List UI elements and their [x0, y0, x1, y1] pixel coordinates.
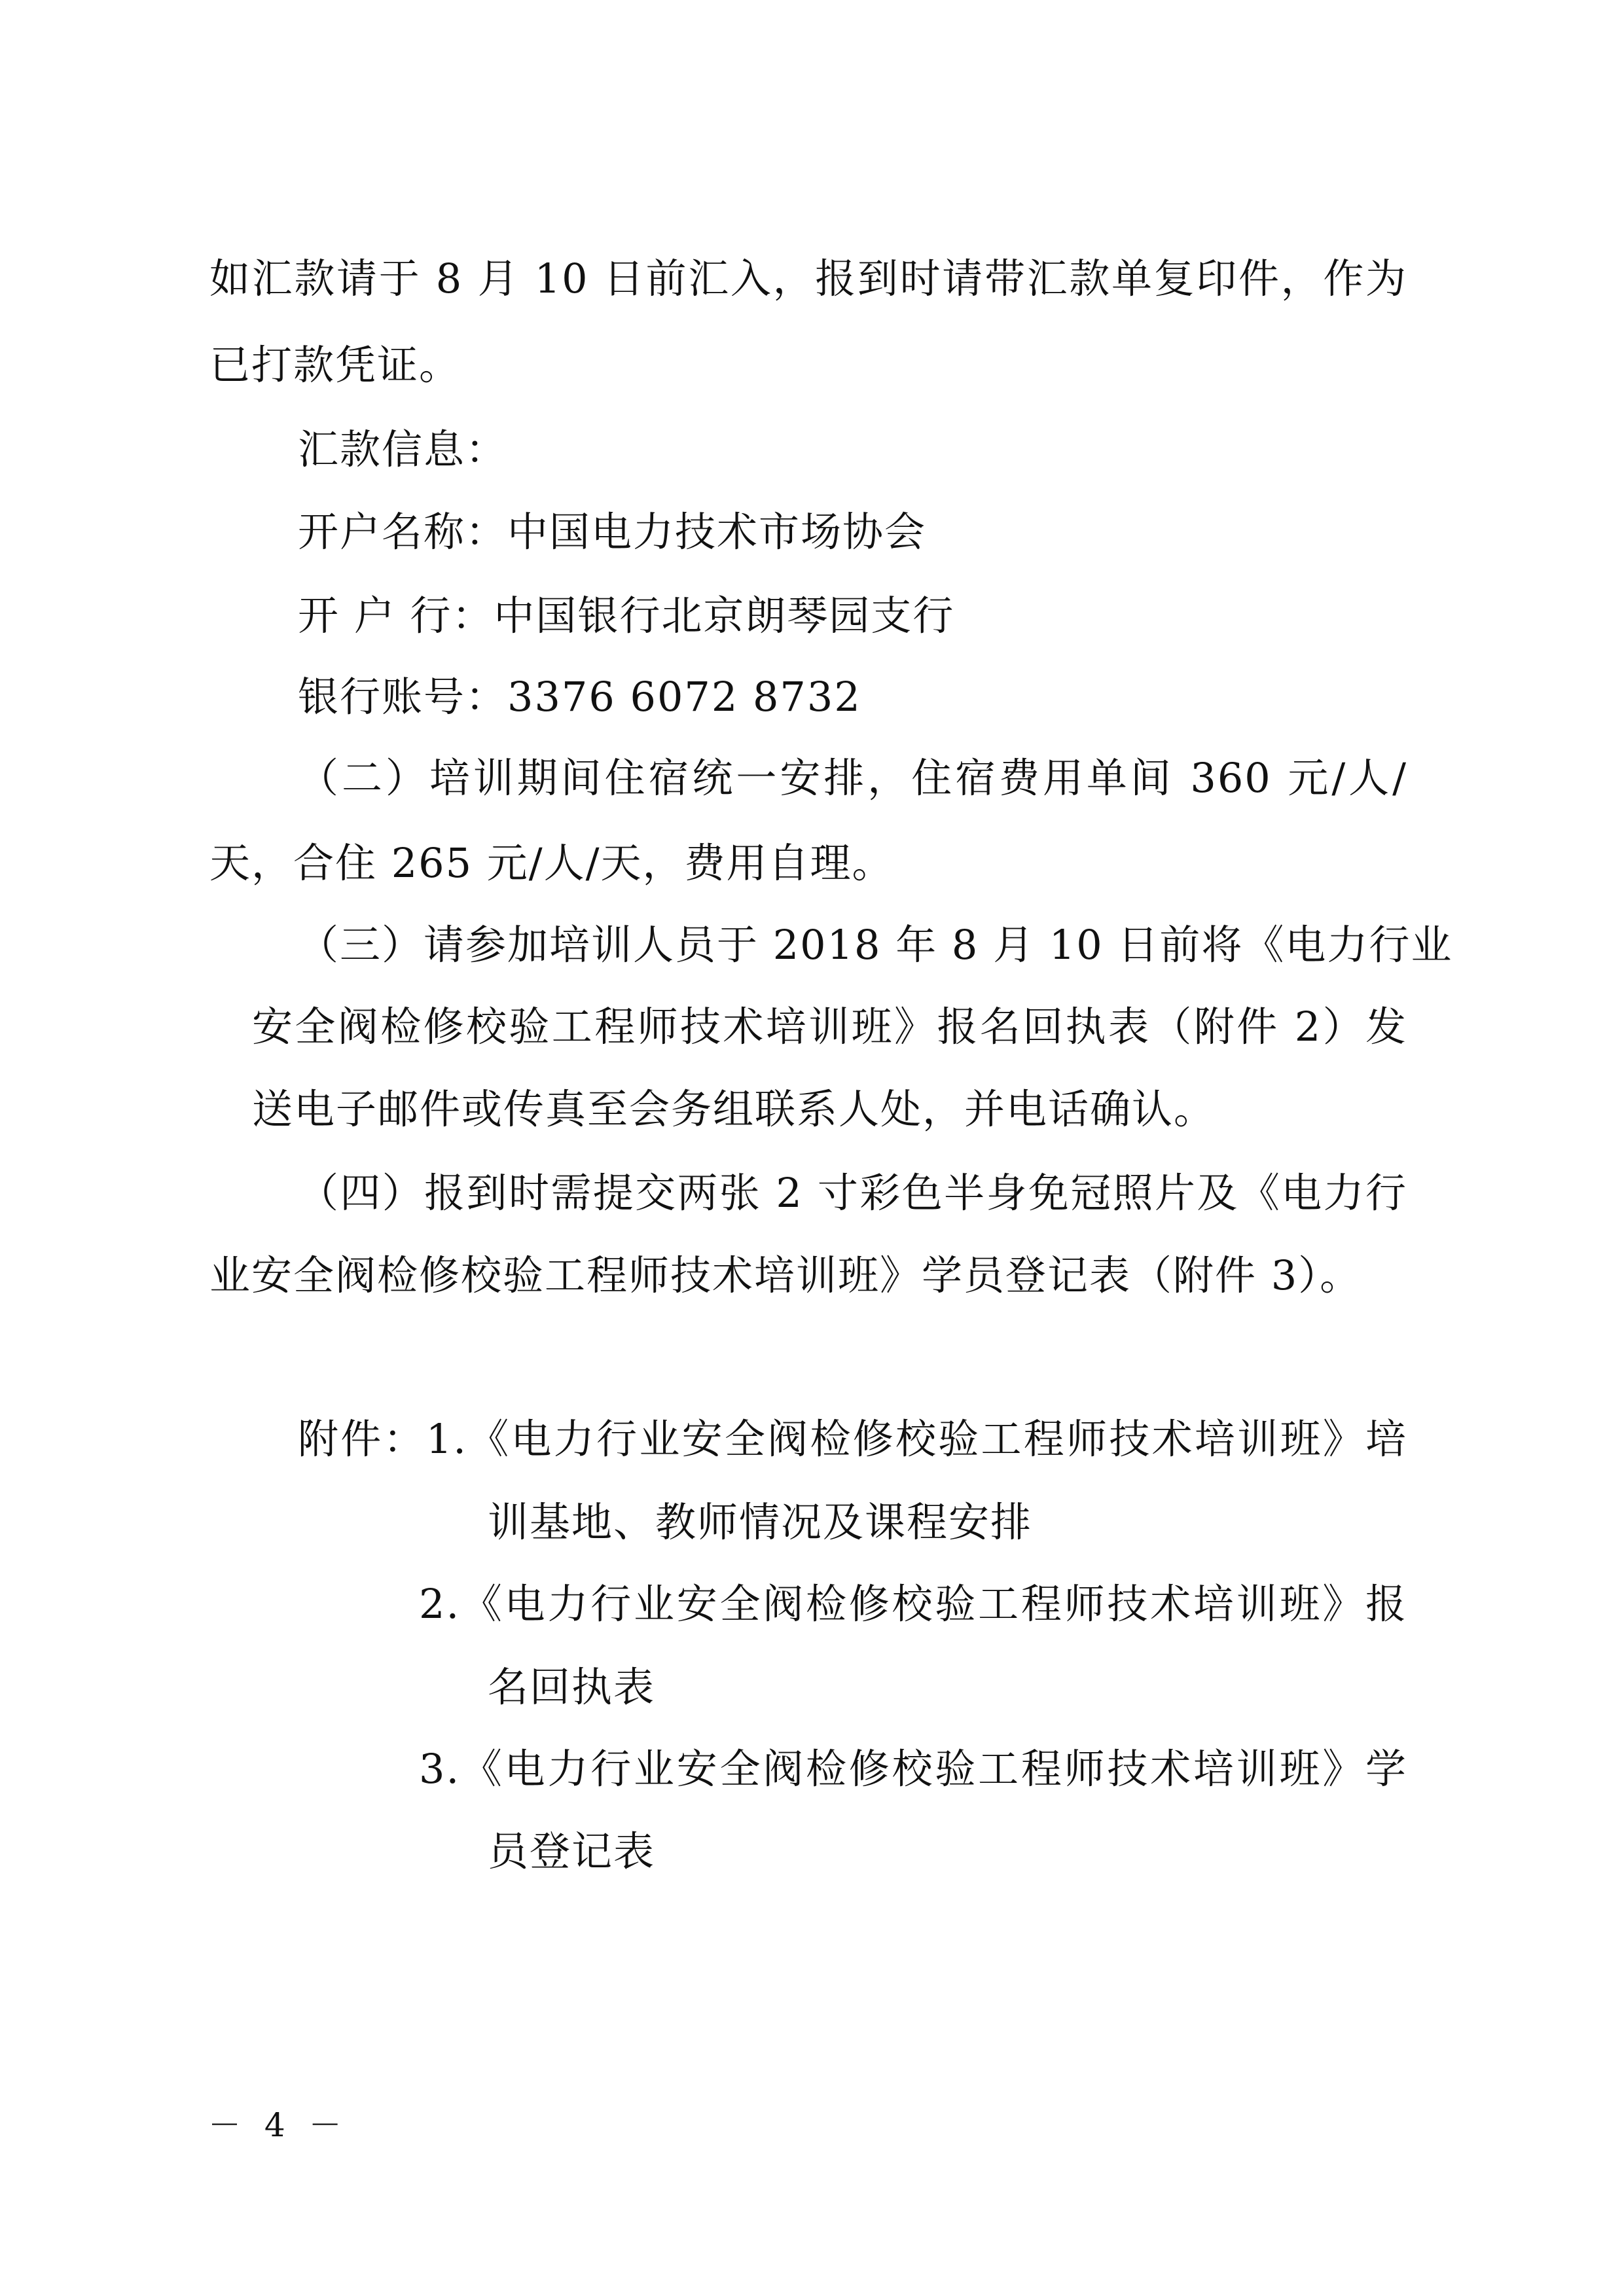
remit-deadline-line-1: 如汇款请于 8 月 10 日前汇入，报到时请带汇款单复印件，作为	[209, 255, 1407, 302]
item-3-line-3: 送电子邮件或传真至会务组联系人处，并电话确认。	[252, 1085, 1216, 1133]
account-name: 开户名称：中国电力技术市场协会	[298, 508, 927, 556]
item-3-line-1: （三）请参加培训人员于 2018 年 8 月 10 日前将《电力行业	[298, 921, 1453, 969]
item-2-line-1: （二）培训期间住宿统一安排，住宿费用单间 360 元/人/	[298, 754, 1407, 802]
attachment-label-line-1: 附件：1.《电力行业安全阀检修校验工程师技术培训班》培	[298, 1415, 1407, 1463]
attachment-1-line-2: 训基地、教师情况及课程安排	[488, 1498, 1033, 1546]
attachment-3-line-2: 员登记表	[488, 1827, 656, 1875]
attachment-3-line-1: 3.《电力行业安全阀检修校验工程师技术培训班》学	[419, 1745, 1407, 1793]
bank-name: 开 户 行：中国银行北京朗琴园支行	[298, 592, 955, 639]
attachment-2-line-1: 2.《电力行业安全阀检修校验工程师技术培训班》报	[419, 1580, 1407, 1628]
item-4-line-2: 业安全阀检修校验工程师技术培训班》学员登记表（附件 3）。	[209, 1251, 1362, 1299]
page-number: － 4 －	[208, 2106, 348, 2144]
item-3-line-2: 安全阀检修校验工程师技术培训班》报名回执表（附件 2）发	[252, 1003, 1407, 1050]
remit-deadline-line-2: 已打款凭证。	[209, 341, 461, 389]
remit-info-title: 汇款信息：	[298, 425, 508, 473]
attachment-2-line-2: 名回执表	[488, 1663, 656, 1711]
account-number: 银行账号：3376 6072 8732	[298, 673, 861, 721]
item-2-line-2: 天，合住 265 元/人/天，费用自理。	[209, 839, 894, 887]
item-4-line-1: （四）报到时需提交两张 2 寸彩色半身免冠照片及《电力行	[298, 1169, 1407, 1217]
